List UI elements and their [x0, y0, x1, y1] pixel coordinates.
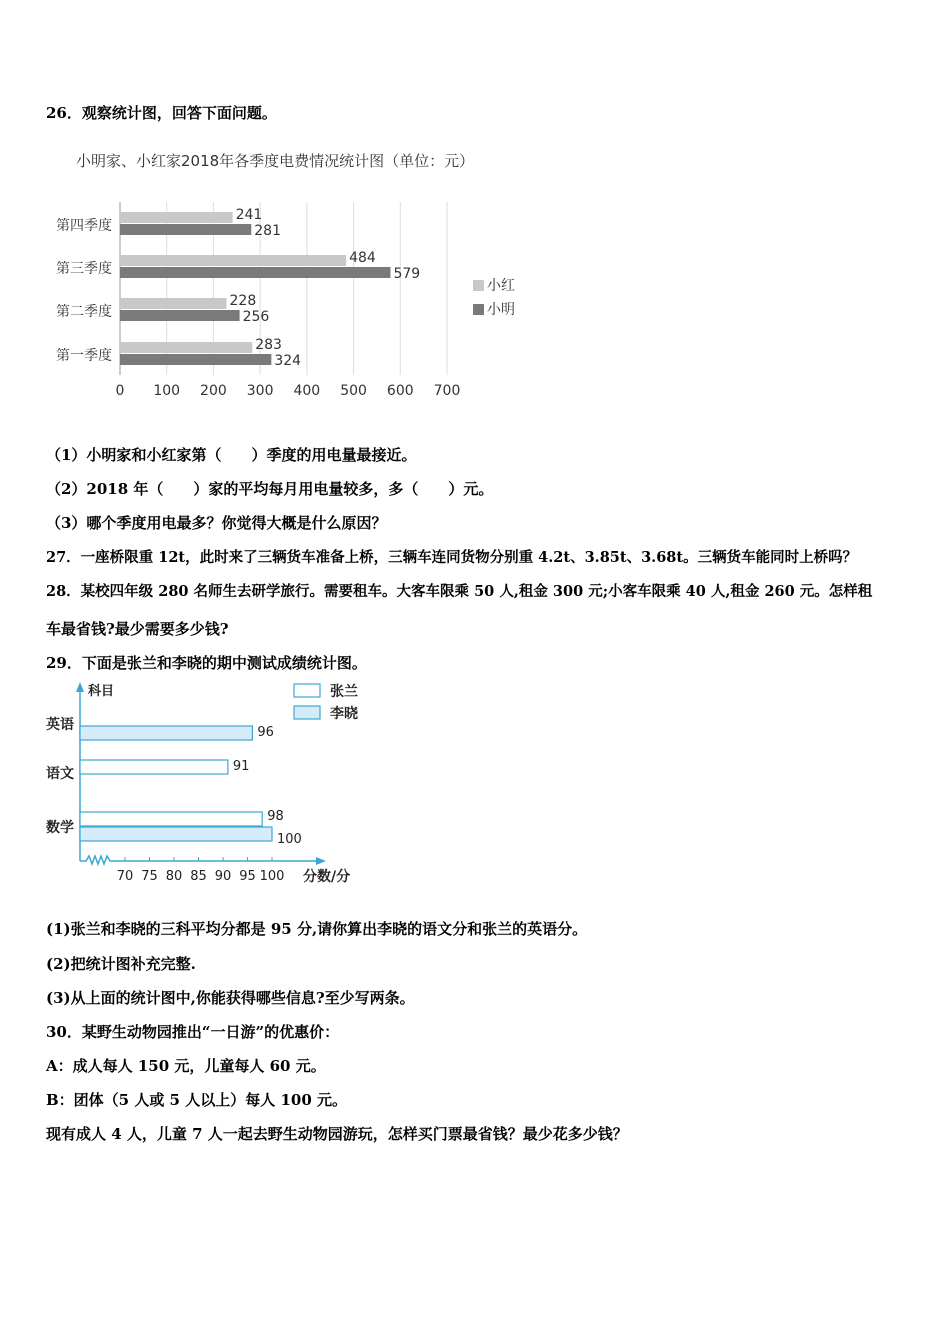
- question-26-3: （3）哪个季度用电最多？你觉得大概是什么原因？: [46, 514, 387, 532]
- chart2-x-tick-label: 85: [190, 869, 207, 884]
- chart2-data-label: 98: [267, 809, 284, 824]
- chart2-legend-label: 张兰: [330, 684, 358, 700]
- chart2-data-label: 100: [277, 832, 302, 847]
- chart2-category-label: 英语: [46, 717, 74, 733]
- chart1-bar: [120, 224, 251, 235]
- chart1-data-label: 241: [235, 207, 263, 223]
- chart1-x-tick-label: 300: [246, 383, 274, 399]
- chart1-data-label: 324: [274, 353, 302, 369]
- chart1-data-label: 283: [255, 337, 282, 353]
- chart1-category-label: 第一季度: [56, 348, 112, 364]
- chart1-category-label: 第二季度: [56, 304, 112, 320]
- question-30-a: A：成人每人 150 元，儿童每人 60 元。: [46, 1057, 326, 1075]
- question-29-1: (1)张兰和李晓的三科平均分都是 95 分,请你算出李晓的语文分和张兰的英语分。: [46, 920, 588, 938]
- question-30-c: 现有成人 4 人，儿童 7 人一起去野生动物园游玩，怎样买门票最省钱？最少花多少钱？: [46, 1125, 628, 1143]
- chart2-bar: [80, 760, 228, 774]
- chart2-data-label: 91: [232, 759, 250, 774]
- chart1-category-label: 第四季度: [56, 218, 112, 234]
- electricity-bar-chart: [0, 180, 560, 410]
- chart1-x-tick-label: 400: [293, 383, 321, 399]
- question-27: 27．一座桥限重 12t，此时来了三辆货车准备上桥，三辆车连同货物分别重 4.2t、3.85t、3.68t。三辆货车能同时上桥吗？: [46, 549, 858, 566]
- chart1-bar: [120, 310, 240, 321]
- chart2-x-tick-label: 95: [239, 869, 256, 884]
- chart1-data-label: 281: [254, 223, 282, 239]
- chart1-x-tick-label: 700: [433, 383, 461, 399]
- question-26: 26．观察统计图，回答下面问题。: [46, 104, 277, 122]
- chart2-x-tick-label: 75: [141, 869, 158, 884]
- chart2-x-axis-title: 分数/分: [303, 869, 351, 885]
- chart1-x-tick-label: 200: [200, 383, 227, 399]
- chart1-x-tick-label: 100: [153, 383, 181, 399]
- chart1-data-label: 256: [242, 309, 270, 325]
- chart1-x-tick-label: 0: [115, 383, 125, 399]
- chart1-x-tick-label: 500: [340, 383, 367, 399]
- chart1-legend-swatch: [473, 304, 484, 315]
- question-30: 30．某野生动物园推出“一日游”的优惠价：: [46, 1023, 340, 1041]
- question-29: 29．下面是张兰和李晓的期中测试成绩统计图。: [46, 654, 367, 672]
- chart2-category-label: 数学: [46, 820, 74, 836]
- question-28-line1: 28．某校四年级 280 名师生去研学旅行。需要租车。大客车限乘 50 人,租金 300 元;小客车限乘 40 人,租金 260 元。怎样租: [46, 583, 873, 600]
- chart2-bar: [80, 726, 252, 740]
- chart1-bar: [120, 255, 346, 266]
- chart2-y-axis-title: 科目: [88, 684, 115, 699]
- chart2-legend-label: 李晓: [330, 706, 358, 722]
- chart1-title: 小明家、小红家2018年各季度电费情况统计图（单位：元）: [76, 152, 475, 170]
- chart2-legend-swatch: [294, 684, 320, 697]
- chart2-data-label: 96: [257, 725, 274, 740]
- question-28-line2: 车最省钱?最少需要多少钱?: [46, 620, 229, 638]
- chart2-bar: [80, 812, 262, 826]
- chart1-legend-label: 小明: [487, 302, 515, 318]
- chart2-bar: [80, 827, 272, 841]
- chart2-x-axis-arrow: [316, 857, 326, 865]
- chart1-bar: [120, 354, 271, 365]
- chart1-data-label: 228: [229, 293, 257, 309]
- chart1-bar: [120, 342, 252, 353]
- question-30-b: B：团体（5 人或 5 人以上）每人 100 元。: [46, 1091, 347, 1109]
- chart1-category-label: 第三季度: [56, 261, 112, 277]
- chart1-x-tick-label: 600: [386, 383, 414, 399]
- chart2-legend-swatch: [294, 706, 320, 719]
- chart2-x-tick-label: 90: [214, 869, 232, 884]
- question-29-3: (3)从上面的统计图中,你能获得哪些信息?至少写两条。: [46, 989, 415, 1007]
- chart2-x-tick-label: 70: [116, 869, 134, 884]
- question-26-2: （2）2018 年（ ）家的平均每月用电量较多，多（ ）元。: [46, 480, 494, 498]
- chart2-x-tick-label: 100: [259, 869, 285, 884]
- chart1-bar: [120, 298, 227, 309]
- question-29-2: (2)把统计图补充完整.: [46, 955, 196, 973]
- chart2-y-axis-arrow: [76, 682, 84, 692]
- chart1-bar: [120, 212, 233, 223]
- chart1-data-label: 484: [349, 250, 376, 266]
- chart1-bar: [120, 267, 390, 278]
- chart1-legend-swatch: [473, 280, 484, 291]
- chart2-category-label: 语文: [46, 766, 74, 782]
- chart2-x-tick-label: 80: [165, 869, 183, 884]
- chart1-legend-label: 小红: [487, 278, 515, 294]
- question-26-1: （1）小明家和小红家第（ ）季度的用电量最接近。: [46, 446, 417, 464]
- score-bar-chart: [0, 676, 420, 891]
- chart1-data-label: 579: [393, 266, 421, 282]
